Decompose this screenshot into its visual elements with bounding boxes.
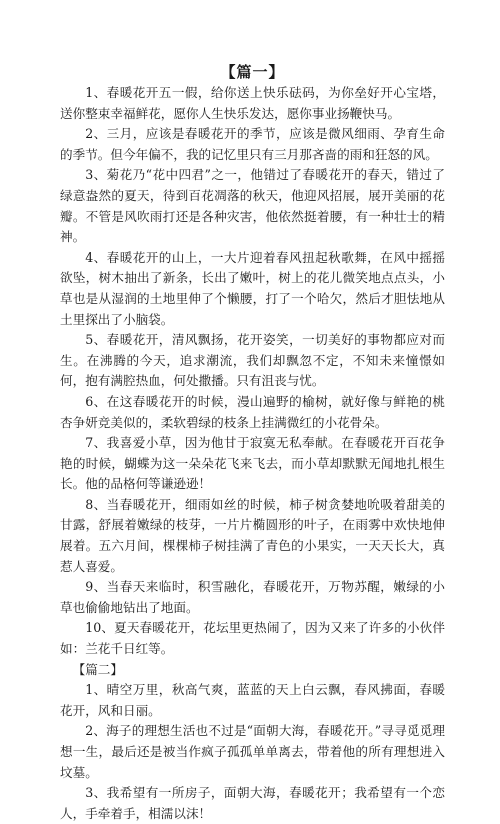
section-title-2: 【篇二】 [72, 661, 123, 677]
paragraph-1-3: 3、菊花乃“花中四君”之一，他错过了春暖花开的春天，错过了绿意盎然的夏天，待到百花凋落的秋天，他迎风招展，展开美丽的花瓣。不管是风吹雨打还是各种灾害，他依然挺着腰，有一种壮士的精神。 [60, 167, 445, 245]
document-page [60, 62, 445, 824]
paragraph-1-1: 1、春暖花开五一假，给你送上快乐砝码，为你垒好开心宝塔，送你整束幸福鲜花，愿你人生快乐发达，愿你事业扬鞭快马。 [60, 85, 445, 121]
paragraph-1-6: 6、在这春暖花开的时候，漫山遍野的榆树，就好像与鲜艳的桃杏争妍竞美似的，柔软碧绿的枝条上挂满微红的小花骨朵。 [60, 393, 445, 430]
section-title-1: 【篇一】 [220, 63, 285, 81]
paragraph-2-2: 2、海子的理想生活也不过是“面朝大海，春暖花开。”寻寻觅觅理想一生，最后还是被当作疯子孤孤单单离去，带着他的所有理想进入坟墓。 [60, 723, 445, 780]
paragraph-2-1: 1、晴空万里，秋高气爽，蓝蓝的天上白云飘，春风拂面，春暖花开，风和日丽。 [60, 682, 445, 718]
paragraph-1-10: 10、夏天春暖花开，花坛里更热闹了，因为又来了许多的小伙伴如：兰花千日红等。 [60, 620, 445, 657]
paragraph-1-7: 7、我喜爱小草，因为他甘于寂寞无私奉献。在春暖花开百花争艳的时候，蝴蝶为这一朵朵花飞来飞去，而小草却默默无闻地扎根生长。他的品格何等谦逊逊！ [60, 435, 445, 492]
paragraph-1-9: 9、当春天来临时，积雪融化，春暖花开，万物苏醒，嫩绿的小草也偷偷地钻出了地面。 [60, 579, 445, 615]
paragraph-1-8: 8、当春暖花开，细雨如丝的时候，柿子树贪婪地吮吸着甜美的甘露，舒展着嫩绿的枝芽，一片片椭圆形的叶子，在雨雾中欢快地伸展着。五六月间，棵棵柿子树挂满了青色的小果实，一天天长大，真惹人喜爱。 [60, 496, 445, 574]
paragraph-1-2: 2、三月，应该是春暖花开的季节，应该是微风细雨、孕育生命的季节。但今年偏不，我的记忆里只有三月那吝啬的雨和狂怒的风。 [60, 126, 445, 162]
paragraph-1-4: 4、春暖花开的山上，一大片迎着春风扭起秋歌舞，在风中摇摇欲坠，树木抽出了新条，长出了嫩叶，树上的花儿微笑地点点头，小草也是从湿润的土地里伸了个懒腰，打了一个哈欠，然后才胆怯地从土里探出了小脑袋。 [60, 249, 445, 327]
paragraph-2-3: 3、我希望有一所房子，面朝大海，春暖花开；我希望有一个恋人，手牵着手，相濡以沫！ [60, 785, 445, 821]
paragraph-1-5: 5、春暖花开，清风飘扬，花开姿笑，一切美好的事物都应对而生。在沸腾的今天，追求潮流，我们却飘忽不定，不知未来憧憬如何，抱有满腔热血，何处撒播。只有沮丧与忧。 [60, 332, 445, 389]
